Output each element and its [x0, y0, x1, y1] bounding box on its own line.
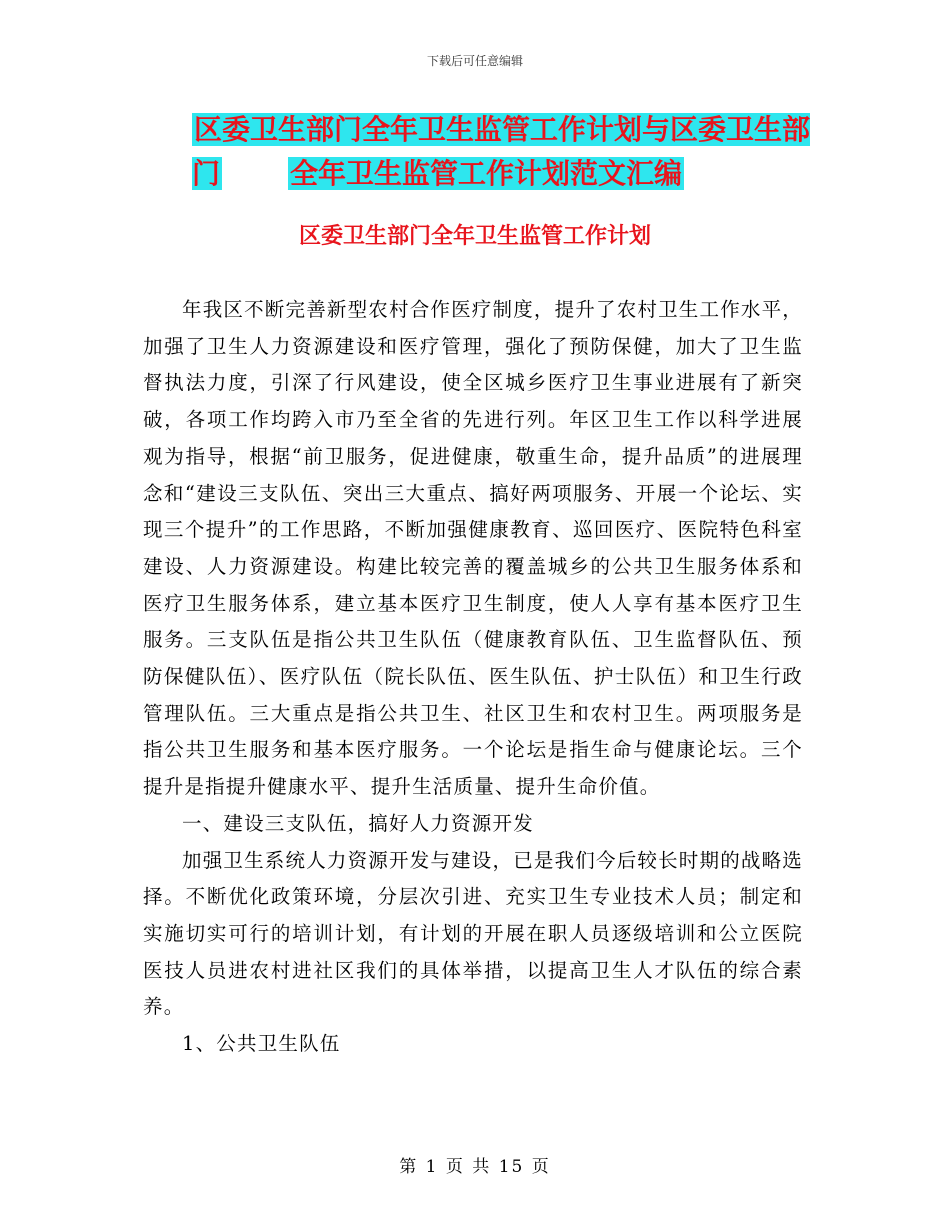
document-title-line-2 — [288, 152, 908, 196]
document-body — [143, 292, 803, 1063]
body-paragraph: 加强卫生系统人力资源开发与建设，已是我们今后较长时期的战略选择。不断优化政策环境，分层次引进、充实卫生专业技术人员；制定和实施切实可行的培训计划，有计划的开展在职人员逐级培训和公立医院医技人员进农村进社区我们的具体举措，以提高卫生人才队伍的综合素养。 — [143, 848, 804, 1019]
section-title: 区委卫生部门全年卫生监管工作计划 — [298, 224, 651, 249]
page-header-note: 下载后可任意编辑 — [426, 54, 523, 68]
body-paragraph: 年我区不断完善新型农村合作医疗制度，提升了农村卫生工作水平，加强了卫生人力资源建设和医疗管理，强化了预防保健，加大了卫生监督执法力度，引深了行风建设，使全区城乡医疗卫生事业进展有了新突破，各项工作均跨入市乃至全省的先进行列。年区卫生工作以科学进展观为指导，根据“前卫服务，促进健康，敬重生命，提升品质”的进展理念和“建设三支队伍、突出三大重点、搞好两项服务、开展一个论坛、实现三个提升”的工作思路，不断加强健康教育、巡回医疗、医院特色科室建设、人力资源建设。构建比较完善的覆盖城乡的公共卫生服务体系和医疗卫生服务体系，建立基本医疗卫生制度，使人人享有基本医疗卫生服务。三支队伍是指公共卫生队伍（健康教育队伍、卫生监督队伍、预防保健队伍）、医疗队伍（院长队伍、医生队伍、护士队伍）和卫生行政管理队伍。三大重点是指公共卫生、社区卫生和农村卫生。两项服务是指公共卫生服务和基本医疗服务。一个论坛是指生命与健康论坛。三个提升是指提升健康水平、提升生活质量、提升生命价值。 — [143, 298, 804, 799]
page-footer-number: 第 1 页 共 15 页 — [399, 1157, 551, 1177]
body-heading: 一、建设三支队伍，搞好人力资源开发 — [182, 811, 534, 835]
title-line-1-text: 区委卫生部门全年卫生监管工作计划与区委卫生部门 — [192, 113, 811, 190]
title-line-2-text: 全年卫生监管工作计划范文汇编 — [290, 157, 683, 190]
body-subheading: 1、公共卫生队伍 — [182, 1032, 341, 1056]
